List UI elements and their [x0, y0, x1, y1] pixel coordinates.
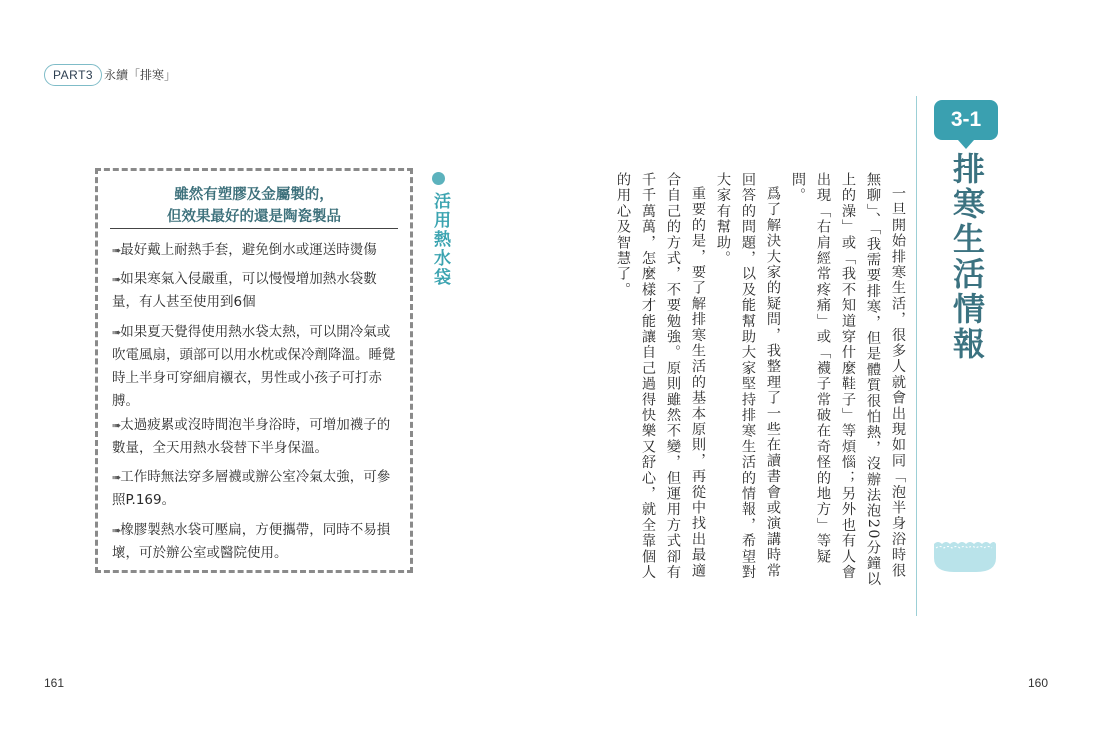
tips-box-divider: [110, 228, 398, 229]
scallop-decoration-icon: [932, 540, 998, 580]
body-text: [615, 172, 910, 592]
tip-text: 如果夏天覺得使用熱水袋太熱，可以開冷氣或吹電風扇，頭部可以用水枕或保冷劑降溫。睡覺時上半身可穿細肩襯衣，男性或小孩子可打赤膊。: [112, 324, 396, 409]
page-number-left: 161: [44, 676, 65, 690]
chapter-number-badge: 3-1: [934, 100, 998, 140]
tip-item: [112, 321, 402, 413]
chapter-divider-line: [916, 96, 917, 616]
tips-box-heading-line1: 雖然有塑膠及金屬製的，: [174, 187, 334, 203]
arrow-bullet-icon: ➠: [112, 524, 120, 537]
bullet-dot-icon: [432, 172, 445, 185]
tip-item: [112, 239, 402, 262]
arrow-bullet-icon: ➠: [112, 326, 120, 339]
tip-item: [112, 414, 402, 460]
tip-text: 最好戴上耐熱手套，避免倒水或運送時燙傷: [120, 242, 377, 258]
tips-box-heading-line2: 但效果最好的還是陶瓷製品: [167, 209, 341, 225]
tip-text: 橡膠製熱水袋可壓扁，方便攜帶，同時不易損壞，可於辦公室或醫院使用。: [112, 522, 391, 561]
tips-box: [95, 168, 413, 573]
arrow-bullet-icon: ➠: [112, 273, 120, 286]
part-title: 永續「排寒」: [104, 68, 177, 82]
arrow-bullet-icon: ➠: [112, 419, 120, 432]
body-paragraph: 爲了解決大家的疑問，我整理了一些在讀書會或演講時常回答的問題，以及能幫助大家堅持排寒生活的情報，希望對大家有幫助。: [715, 172, 781, 581]
arrow-bullet-icon: ➠: [112, 244, 120, 257]
part-badge: PART3: [44, 64, 102, 86]
tip-item: [112, 466, 402, 512]
tip-item: [112, 519, 402, 565]
section-heading: 活用熱水袋: [430, 192, 450, 287]
chapter-title: 排寒生活情報: [948, 152, 986, 362]
tip-text: 工作時無法穿多層襪或辦公室冷氣太強，可參照P.169。: [112, 469, 391, 508]
body-paragraph: 一旦開始排寒生活，很多人就會出現如同「泡半身浴時很無聊」、「我需要排寒，但是體質很怕熱，沒辦法泡20分鐘以上的澡」或「我不知道穿什麼鞋子」等煩惱；另外也有人會出現「右肩經常疼痛」或「襪子常破在奇怪的地方」等疑問。: [790, 172, 906, 588]
body-paragraph: 重要的是，要了解排寒生活的基本原則，再從中找出最適合自己的方式，不要勉強。原則雖然不變，但運用方式卻有千千萬萬，怎麼樣才能讓自己過得快樂又舒心，就全靠個人的用心及智慧了。: [615, 172, 706, 581]
tip-item: [112, 268, 402, 314]
page-number-right: 160: [1028, 676, 1049, 690]
tip-text: 太過疲累或沒時間泡半身浴時，可增加襪子的數量，全天用熱水袋替下半身保溫。: [112, 417, 391, 456]
tip-text: 如果寒氣入侵嚴重，可以慢慢增加熱水袋數量，有人甚至使用到6個: [112, 271, 377, 310]
arrow-bullet-icon: ➠: [112, 471, 120, 484]
